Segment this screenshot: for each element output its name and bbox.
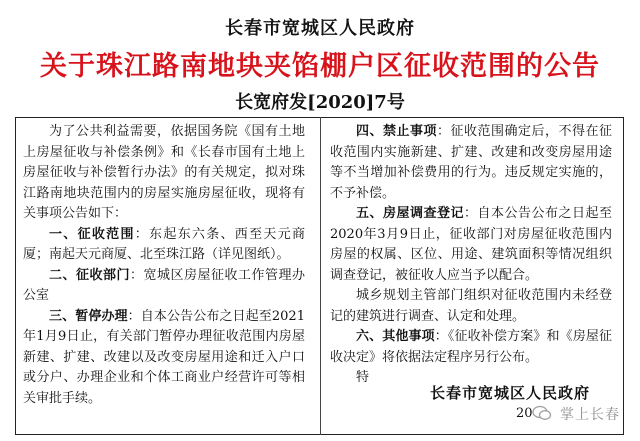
section-other-label: 六、其他事项 <box>356 329 435 344</box>
right-column <box>330 122 612 389</box>
issuing-organization: 长春市宽城区人民政府 <box>225 18 415 39</box>
section-scope <box>23 225 305 266</box>
signature-organization: 长春市宽城区人民政府 <box>430 384 591 402</box>
section-suspension-label: 三、暂停办理 <box>49 308 128 324</box>
section-department-text: ：宽城区房屋征收工作管理办公室 <box>23 267 305 303</box>
section-prohibitions-text: ：征收范围确定后，不得在征收范围内实施新建、扩建、改建和改变房屋用途等不当增加补偿费用的行为。违反规定实施的，不予补偿。 <box>330 124 612 201</box>
section-survey <box>330 204 612 286</box>
document-number: 长宽府发[2020]7号 <box>235 92 405 113</box>
watermark-text: 掌上长春 <box>560 407 620 423</box>
section-survey-text: ：自本公告公布之日起至2020年3月9日止，征收部门对房屋征收范围内房屋的权属、区位、用途、建筑面积等情况组织调查登记，被征收人应当予以配合。 <box>330 206 612 283</box>
left-column <box>23 122 305 409</box>
column-divider <box>320 117 321 435</box>
section-scope-text: ：东起东六条、西至天元商厦；南起天元商厦、北至珠江路（详见图纸）。 <box>23 226 305 262</box>
section-other-text: ：《征收补偿方案》和《房屋征收决定》将依据法定程序另行公布。 <box>330 329 612 365</box>
section-other <box>330 327 612 368</box>
wechat-watermark-icon <box>532 405 552 421</box>
section-prohibitions <box>330 122 612 204</box>
issue-date-partial: 20 <box>516 406 533 421</box>
announcement-title: 关于珠江路南地块夹馅棚户区征收范围的公告 <box>40 51 600 82</box>
section-suspension <box>23 307 305 410</box>
section-survey-label: 五、房屋调查登记 <box>356 206 464 221</box>
section-survey-followup: 城乡规划主管部门组织对征收范围内未经登记的建筑进行调查、认定和处理。 <box>330 288 612 324</box>
section-scope-label: 一、征收范围 <box>49 226 135 242</box>
intro-paragraph: 为了公共利益需要，依据国务院《国有土地上房屋征收与补偿条例》和《长春市国有土地上房屋征收与补偿暂行办法》的有关规定，拟对珠江路南地块范围内的房屋实施房屋征收，现将有关事项公告如下： <box>23 124 305 221</box>
section-prohibitions-label: 四、禁止事项 <box>356 124 437 139</box>
special-notice: 特 <box>356 370 370 385</box>
section-suspension-text: ：自本公告公布之日起至2021年1月9日止，有关部门暂停办理征收范围内房屋新建、扩建、改建以及改变房屋用途和迁入户口或分户、办理企业和个体工商业户经营许可等相关审批手续。 <box>23 308 305 406</box>
section-department-label: 二、征收部门 <box>49 267 130 283</box>
section-department <box>23 266 305 307</box>
